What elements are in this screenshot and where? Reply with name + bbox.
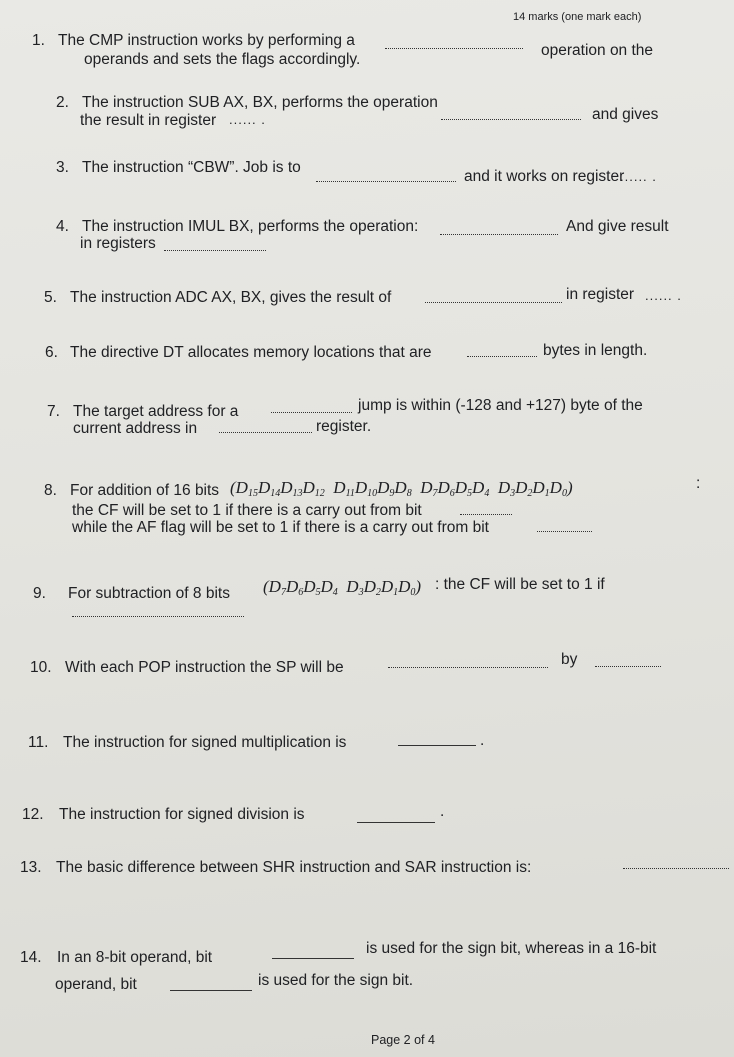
answer-blank[interactable] [623,868,729,869]
answer-blank[interactable] [467,356,537,357]
answer-blank[interactable] [398,745,476,746]
question-text: register. [316,418,372,435]
question-text: The instruction IMUL BX, performs the operation: [82,218,419,235]
question-text: and gives [592,106,659,123]
answer-blank[interactable] [425,302,562,303]
question-text: . [440,803,445,820]
question-text: For subtraction of 8 bits [68,585,230,602]
question-text: The CMP instruction works by performing a [58,32,355,49]
question-text: operand, bit [55,976,137,993]
question-text: the CF will be set to 1 if there is a carry out from bit [72,502,422,519]
question-number: 2. [56,94,69,111]
question-number: 6. [45,344,58,361]
question-text: in register [566,286,635,303]
question-number: 13. [20,859,42,876]
answer-blank[interactable] [170,990,252,991]
question-text: bytes in length. [543,342,648,359]
question-text: In an 8-bit operand, bit [57,949,213,966]
question-number: 12. [22,806,44,823]
question-number: 7. [47,403,60,420]
question-text: jump is within (-128 and +127) byte of the [358,397,643,414]
answer-blank[interactable]: ...... . [229,112,266,127]
answer-blank[interactable] [164,250,266,251]
question-text: : [696,475,701,492]
question-text: while the AF flag will be set to 1 if there is a carry out from bit [72,519,489,536]
question-text: is used for the sign bit. [258,972,414,989]
question-text: by [561,651,578,668]
question-text: current address in [73,420,198,437]
question-text: operation on the [541,42,654,59]
question-number: 3. [56,159,69,176]
answer-blank[interactable] [441,119,581,120]
question-text: : the CF will be set to 1 if [435,576,605,593]
answer-blank[interactable]: ...... . [620,169,657,184]
question-number: 14. [20,949,42,966]
question-text: The instruction ADC AX, BX, gives the result of [70,289,392,306]
question-number: 9. [33,585,46,602]
question-number: 10. [30,659,52,676]
question-text: . [480,732,485,749]
answer-blank[interactable] [316,181,456,182]
answer-blank[interactable] [219,432,312,433]
question-text: operands and sets the flags accordingly. [84,51,361,68]
answer-blank[interactable] [440,234,558,235]
question-text: The instruction for signed division is [59,806,305,823]
answer-blank[interactable] [385,48,523,49]
bit-expression-8: ($D_7D_6D_5D_4$ $D_3D_2D_1D_0$) [263,577,422,598]
question-text: The basic difference between SHR instruction and SAR instruction is: [56,859,532,876]
question-text: With each POP instruction the SP will be [65,659,344,676]
answer-blank[interactable] [388,667,548,668]
question-number: 1. [32,32,45,49]
question-text: And give result [566,218,669,235]
answer-blank[interactable] [460,514,512,515]
page-number: Page 2 of 4 [371,1033,435,1047]
question-text: in registers [80,235,156,252]
answer-blank[interactable] [272,958,354,959]
marks-note: 14 marks (one mark each) [513,11,642,23]
answer-blank[interactable] [271,412,352,413]
answer-blank[interactable] [72,616,244,617]
question-number: 4. [56,218,69,235]
question-text: The directive DT allocates memory locations that are [70,344,432,361]
question-number: 5. [44,289,57,306]
question-text: For addition of 16 bits [70,482,220,499]
bit-expression-16: ($D_{15}D_{14}D_{13}D_{12}$ $D_{11}D_{10}D_9D_8$ $D_7D_6D_5D_4$ $D_3D_2D_1D_0$) [230,478,573,499]
answer-blank[interactable] [595,666,661,667]
question-number: 11. [28,734,49,751]
question-text: the result in register [80,112,217,129]
answer-blank[interactable] [357,822,435,823]
question-text: The instruction “CBW”. Job is to [82,159,301,176]
question-number: 8. [44,482,57,499]
answer-blank[interactable] [537,531,592,532]
question-text: The instruction for signed multiplication is [63,734,347,751]
question-text: and it works on register [464,168,625,185]
answer-blank[interactable]: ...... . [645,288,682,303]
question-text: is used for the sign bit, whereas in a 16-bit [366,940,657,957]
question-text: The instruction SUB AX, BX, performs the operation [82,94,438,111]
question-text: The target address for a [73,403,239,420]
